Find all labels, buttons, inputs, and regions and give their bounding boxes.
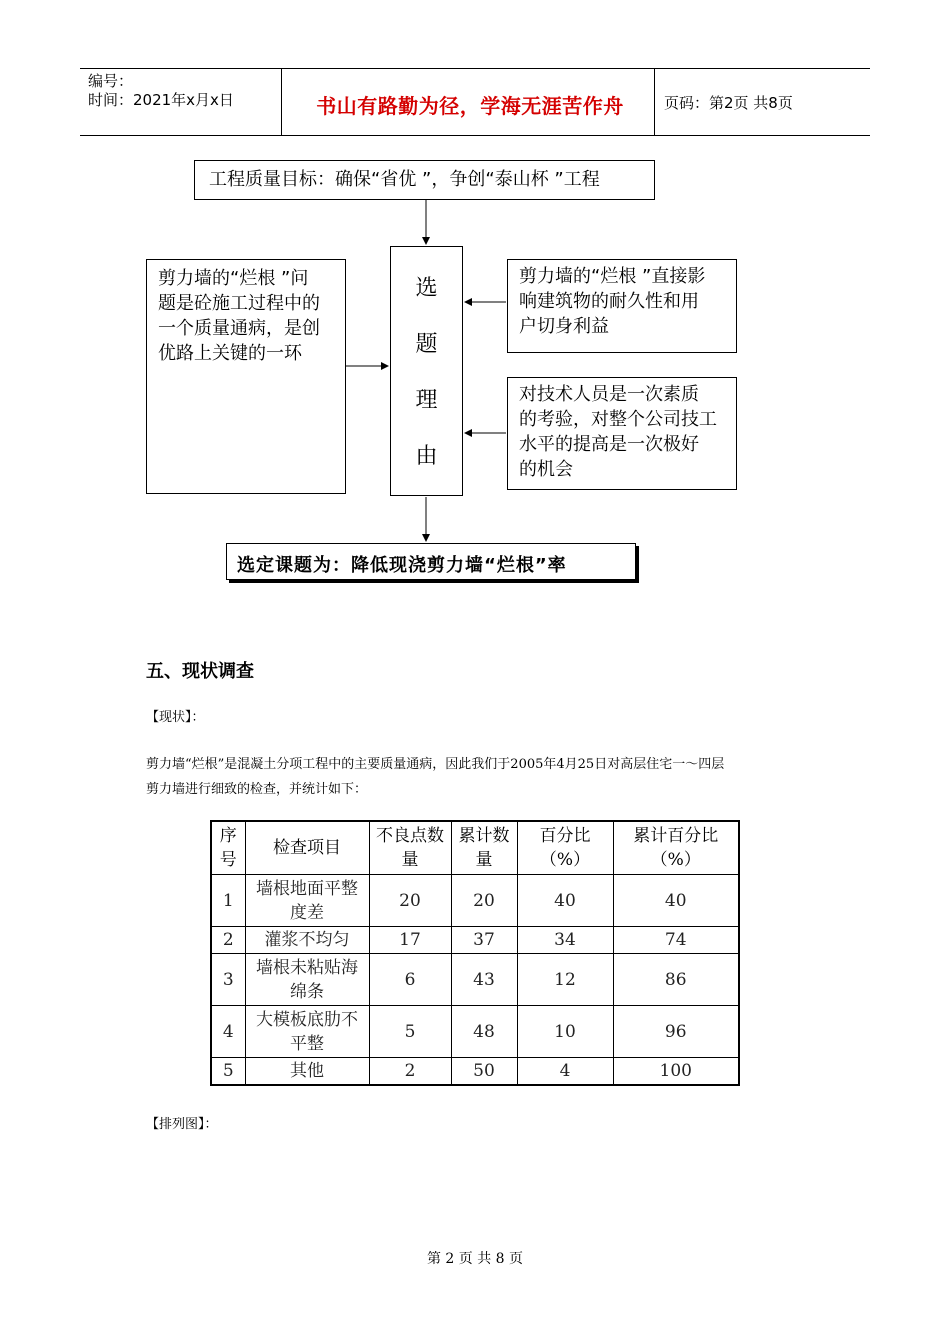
cell-percent: 12 bbox=[517, 954, 613, 1006]
header-cell-item: 检查项目 bbox=[245, 821, 369, 875]
left-reason-box bbox=[146, 259, 346, 494]
header-cell-percent: 百分比 （%） bbox=[517, 821, 613, 875]
table-row bbox=[211, 875, 739, 927]
header-cell-cumulative-percent: 累计百分比 （%） bbox=[613, 821, 739, 875]
cell-item: 大模板底肋不 平整 bbox=[245, 1006, 369, 1058]
right-reason-box-2 bbox=[507, 377, 737, 490]
header-motto: 书山有路勤为径，学海无涯苦作舟 bbox=[316, 94, 624, 118]
cell-cumulative: 43 bbox=[451, 954, 517, 1006]
right-reason-box-1 bbox=[507, 259, 737, 353]
cell-cumulative-percent: 74 bbox=[613, 927, 739, 954]
inspection-table bbox=[210, 820, 740, 1086]
table-row bbox=[211, 927, 739, 954]
cell-no: 2 bbox=[211, 927, 245, 954]
left-reason-line: 题是砼施工过程中的 bbox=[158, 293, 320, 314]
cell-no: 3 bbox=[211, 954, 245, 1006]
cell-cumulative-percent: 86 bbox=[613, 954, 739, 1006]
reason-char: 选 bbox=[415, 276, 438, 301]
status-label: 【现状】： bbox=[146, 710, 205, 725]
left-reason-line: 优路上关键的一环 bbox=[158, 343, 302, 364]
cell-item: 墙根地面平整 度差 bbox=[245, 875, 369, 927]
right-reason-1-line: 户切身利益 bbox=[519, 316, 609, 337]
table-header-row bbox=[211, 821, 739, 875]
reason-char: 由 bbox=[415, 444, 438, 469]
paragraph-line-1: 剪力墙“烂根”是混凝土分项工程中的主要质量通病，因此我们于2005年4月25日对高层住宅一～四层 bbox=[146, 757, 725, 772]
cell-count: 20 bbox=[369, 875, 451, 927]
table-row bbox=[211, 954, 739, 1006]
paragraph-line-2: 剪力墙进行细致的检查，并统计如下： bbox=[146, 782, 368, 797]
diagram-arrows bbox=[0, 0, 950, 620]
cell-cumulative: 37 bbox=[451, 927, 517, 954]
cell-cumulative-percent: 40 bbox=[613, 875, 739, 927]
goal-text: 工程质量目标：确保“省优 ”，争创“泰山杯 ”工程 bbox=[209, 169, 600, 190]
left-reason-line: 一个质量通病，是创 bbox=[158, 318, 320, 339]
cell-cumulative-percent: 100 bbox=[613, 1058, 739, 1085]
cell-no: 5 bbox=[211, 1058, 245, 1085]
cell-cumulative: 20 bbox=[451, 875, 517, 927]
header-page-info: 页码：第2页 共8页 bbox=[664, 94, 793, 112]
reason-char: 理 bbox=[415, 388, 438, 413]
conclusion-text: 选定课题为：降低现浇剪力墙“烂根”率 bbox=[237, 555, 567, 576]
header-cell-cumulative: 累计数 量 bbox=[451, 821, 517, 875]
reason-char: 题 bbox=[415, 332, 438, 357]
cell-cumulative-percent: 96 bbox=[613, 1006, 739, 1058]
document-time: 时间：2021年x月x日 bbox=[88, 91, 234, 109]
cell-no: 1 bbox=[211, 875, 245, 927]
cell-cumulative: 48 bbox=[451, 1006, 517, 1058]
pareto-label: 【排列图】： bbox=[146, 1117, 218, 1132]
right-reason-2-line: 水平的提高是一次极好 bbox=[519, 434, 699, 455]
right-reason-2-line: 对技术人员是一次素质 bbox=[519, 384, 699, 405]
reason-box bbox=[390, 246, 463, 496]
conclusion-box bbox=[226, 543, 636, 580]
cell-count: 2 bbox=[369, 1058, 451, 1085]
table-row bbox=[211, 1006, 739, 1058]
right-reason-2-line: 的机会 bbox=[519, 459, 573, 480]
cell-count: 5 bbox=[369, 1006, 451, 1058]
cell-percent: 40 bbox=[517, 875, 613, 927]
header-cell-count: 不良点数 量 bbox=[369, 821, 451, 875]
cell-count: 6 bbox=[369, 954, 451, 1006]
left-reason-line: 剪力墙的“烂根 ”问 bbox=[158, 268, 309, 289]
document-number: 编号： bbox=[88, 72, 134, 90]
header-cell-no: 序 号 bbox=[211, 821, 245, 875]
right-reason-1-line: 剪力墙的“烂根 ”直接影 bbox=[519, 266, 706, 287]
cell-percent: 10 bbox=[517, 1006, 613, 1058]
cell-item: 灌浆不均匀 bbox=[245, 927, 369, 954]
cell-item: 墙根未粘贴海 绵条 bbox=[245, 954, 369, 1006]
right-reason-1-line: 响建筑物的耐久性和用 bbox=[519, 291, 699, 312]
cell-item: 其他 bbox=[245, 1058, 369, 1085]
section-title: 五、现状调查 bbox=[146, 661, 254, 682]
cell-percent: 34 bbox=[517, 927, 613, 954]
cell-count: 17 bbox=[369, 927, 451, 954]
right-reason-2-line: 的考验，对整个公司技工 bbox=[519, 409, 717, 430]
cell-cumulative: 50 bbox=[451, 1058, 517, 1085]
goal-box bbox=[194, 160, 655, 200]
page-footer: 第 2 页 共 8 页 bbox=[426, 1251, 524, 1267]
cell-no: 4 bbox=[211, 1006, 245, 1058]
table-row bbox=[211, 1058, 739, 1085]
cell-percent: 4 bbox=[517, 1058, 613, 1085]
